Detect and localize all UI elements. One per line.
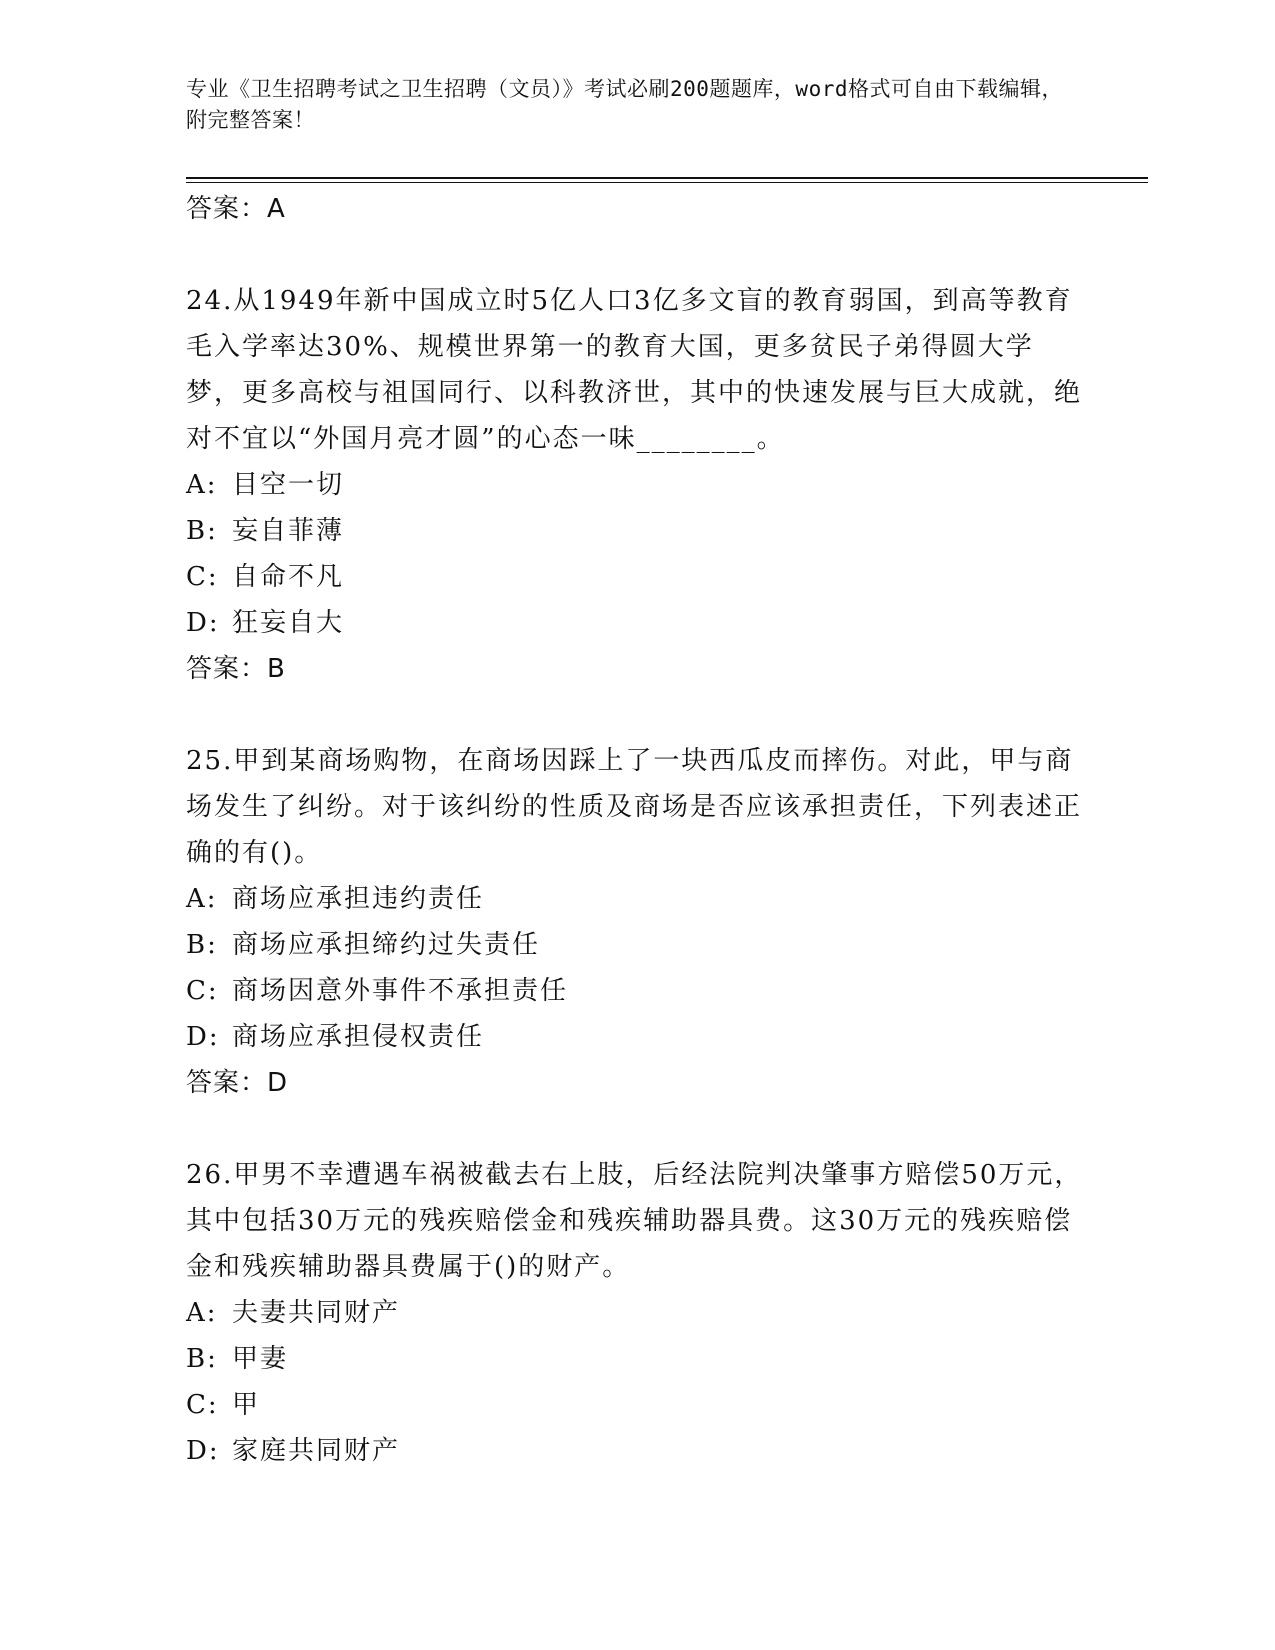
option-key: D:: [186, 1436, 220, 1466]
option-key: A:: [186, 470, 218, 500]
option-c: [186, 554, 1086, 600]
option-text: 商场因意外事件不承担责任: [232, 976, 569, 1006]
option-key: B:: [186, 1344, 218, 1374]
option-b: [186, 508, 1086, 554]
option-key: D:: [186, 1022, 220, 1052]
option-key: B:: [186, 930, 218, 960]
answer-label: 答案：D: [186, 1068, 289, 1098]
option-text: 商场应承担侵权责任: [232, 1022, 485, 1052]
option-text: 商场应承担缔约过失责任: [232, 930, 541, 960]
option-key: A:: [186, 1298, 218, 1328]
option-text: 自命不凡: [232, 562, 345, 592]
option-c: [186, 1382, 1086, 1428]
option-b: [186, 922, 1086, 968]
option-text: 妄自菲薄: [232, 516, 345, 546]
option-d: [186, 600, 1086, 646]
option-c: [186, 968, 1086, 1014]
header-divider-thick: [186, 177, 1148, 179]
answer-label: 答案：A: [186, 194, 286, 224]
question-text: 25.甲到某商场购物，在商场因踩上了一块西瓜皮而摔伤。对此，甲与商场发生了纠纷。对于该纠纷的性质及商场是否应该承担责任，下列表述正确的有()。: [186, 746, 1083, 868]
page-header: 专业《卫生招聘考试之卫生招聘（文员）》考试必刷200题题库，word格式可自由下载编辑，附完整答案！: [186, 77, 1063, 132]
option-key: A:: [186, 884, 218, 914]
option-d: [186, 1014, 1086, 1060]
option-key: C:: [186, 1390, 219, 1420]
option-b: [186, 1336, 1086, 1382]
option-text: 狂妄自大: [232, 608, 345, 638]
option-text: 甲: [232, 1390, 261, 1420]
document-content: [186, 186, 1086, 1474]
question-text: 24.从1949年新中国成立时5亿人口3亿多文盲的教育弱国，到高等教育毛入学率达30%、规模世界第一的教育大国，更多贫民子弟得圆大学梦，更多高校与祖国同行、以科教济世，其中的快速发展与巨大成就，绝对不宜以“外国月亮才圆”的心态一味________。: [186, 286, 1083, 454]
option-key: C:: [186, 562, 219, 592]
question-block: [186, 738, 1086, 1106]
option-text: 甲妻: [232, 1344, 289, 1374]
option-d: [186, 1428, 1086, 1474]
question-text: 26.甲男不幸遭遇车祸被截去右上肢，后经法院判决肇事方赔偿50万元，其中包括30万元的残疾赔偿金和残疾辅助器具费。这30万元的残疾赔偿金和残疾辅助器具费属于()的财产。: [186, 1160, 1083, 1282]
option-a: [186, 876, 1086, 922]
option-key: D:: [186, 608, 220, 638]
header-divider-thin: [186, 182, 1148, 183]
option-a: [186, 1290, 1086, 1336]
option-text: 家庭共同财产: [232, 1436, 401, 1466]
option-key: C:: [186, 976, 219, 1006]
question-block: [186, 1152, 1086, 1474]
option-text: 商场应承担违约责任: [232, 884, 485, 914]
answer-label: 答案：B: [186, 654, 286, 684]
option-key: B:: [186, 516, 218, 546]
option-a: [186, 462, 1086, 508]
option-text: 目空一切: [232, 470, 345, 500]
option-text: 夫妻共同财产: [232, 1298, 401, 1328]
question-block: [186, 278, 1086, 692]
